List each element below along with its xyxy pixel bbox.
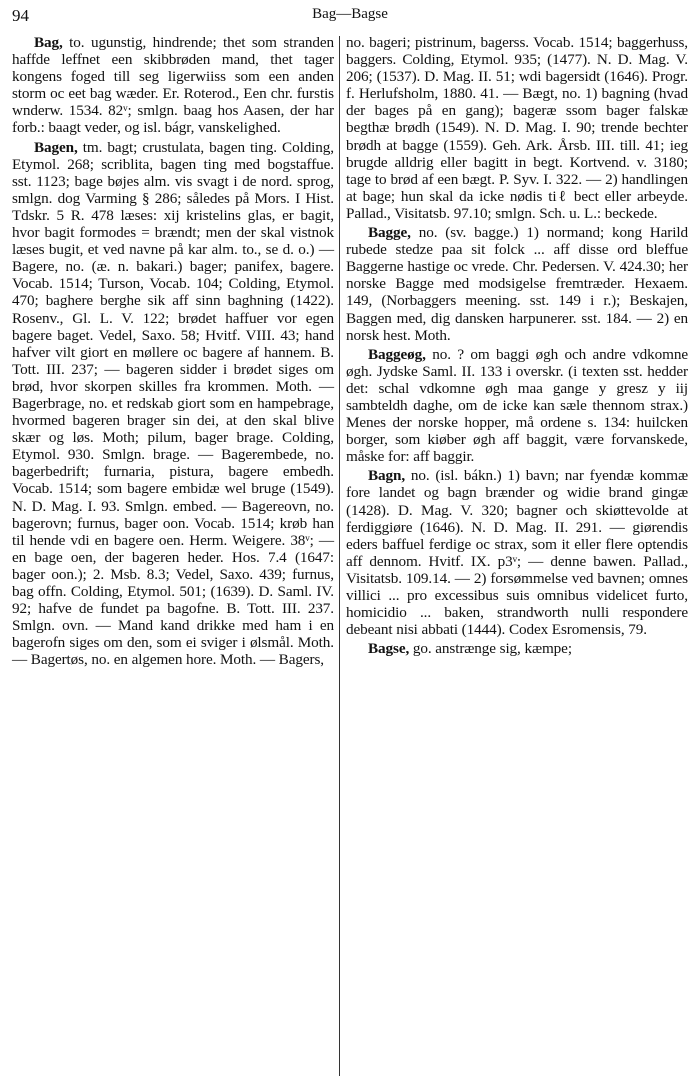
entry-headword: Bagn, [368, 467, 406, 485]
page-number: 94 [12, 6, 29, 25]
dictionary-entry [12, 34, 334, 137]
entry-headword: Bagen, [34, 138, 78, 156]
dictionary-entry-continued [346, 34, 688, 222]
entry-text: no. (sv. bagge.) 1) normand; kong Harild rubede stedze paa sit folck ... aff disse ord bleffue Baggerne hastige oc vrede. Chr. Pedersen. V. 424.30; her norske Bagge med modsigelse fremtræder. Hexaem. 149, (Norbaggers meening. sst. 149 i r.); Beskajen, Baggen med, dig dansken harpunerer. sst. 184. — 2) en norsk hest. Moth. [346, 224, 688, 344]
entry-text: to. ugunstig, hindrende; thet som stranden haffde leffnet een skibbrøden mand, thet tager kongens foged till seg ligerwiiss som een anden storm oc eet bag wæder. Er. Roterod., Een chr. furstis wnderw. 1534. 82ᵛ; smlgn. baag hos Aasen, der har forb.: baagt veder, og isl. bágr, vanskelighed. [12, 34, 334, 137]
entry-text: no. (isl. bákn.) 1) bavn; nar fyendæ kommæ fore landet og bagn brænder og widie brand gingæ (1428). D. Mag. V. 320; bagner och skiøttevolde at ferdiggiøre (1646). N. D. Mag. II. 291. — giørendis eders baffuel ferdige oc strax, som it eller flere optendis aff dennom. Hvitf. IX. p3ᵛ; — denne bawen. Pallad., Visitatsb. 109.14. — 2) forsømmelse ved bavnen; omnes villici ... pro excessibus suis omnibus videlicet furto, homicidio ... baken, strandworth nulli respondere debeant nisi abbati (1444). Codex Esromensis, 79. [346, 467, 688, 639]
entry-text: no. bageri; pistrinum, bagerss. Vocab. 1514; baggerhuss, baggers. Colding, Etymol. 935; (1477). N. D. Mag. V. 206; (1537). D. Mag. II. 51; wdi bagersidt (1646). Progr. f. Herlufsholm, 1880. 41. — Bægt, no. 1) bagning (hvad der bages på en gang); bageræ ssom bager falskæ begthæ brødh (1549). N. D. Mag. I. 90; trende bechter brødh at bagge (1559). Geh. Ark. Årsb. III. till. 41; ieg brugde alldrig eller bagitt in begt. Kortvend. v. 3180; tage to brød af een bægt. P. Syv. I. 322. — 2) handlingen at bage; hun skal da icke nødis tiℓ bect eller arbeyde. Pallad., Visitatsb. 97.10; smlgn. Sch. u. L.: beckede. [346, 34, 688, 222]
entry-headword: Bagse, [368, 640, 410, 658]
dictionary-entry [346, 346, 688, 466]
left-column [12, 34, 334, 670]
dictionary-entry [346, 467, 688, 638]
entry-text: go. anstrænge sig, kæmpe; [409, 640, 572, 658]
entry-headword: Bagge, [368, 224, 411, 242]
dictionary-entry [346, 640, 688, 657]
column-divider [339, 36, 340, 1076]
running-head: Bag—Bagse [312, 6, 388, 22]
entry-headword: Bag, [34, 34, 63, 51]
page-header [12, 6, 688, 28]
entry-headword: Baggeøg, [368, 345, 426, 363]
entry-text: no. ? om baggi øgh och andre vdkomne øgh. Jydske Saml. II. 133 i overskr. (i texten sst. hedder det: schal vdkomne øgh maa gange y gresz y iij sambteldh daghe, om de icke kan sæle thennom strax.) Menes der norske hopper, må ordene s. 134: huilcken borger, som kiøber øgh aff baggit, være forvanskede, måske for: aff baggir. [346, 345, 688, 466]
right-column [346, 34, 688, 659]
dictionary-entry [12, 139, 334, 669]
entry-text: tm. bagt; crustulata, bagen ting. Colding, Etymol. 268; scriblita, bagen ting med bogstaffue. sst. 1123; bage bøjes alm. vis svagt i de nord. sprog, smlgn. dog Varming § 286; således på Mors. I Hist. Tdskr. 5 R. 478 læses: xij kristelins glas, er bagit, hvor bagit formodes = brændt; men der skal vistnok læses bugit, et ved navne på kar alm. to., se d. o.) — Bagere, no. (æ. n. bakari.) bager; panifex, bagere. Vocab. 1514; Turson, Vocab. 104; Colding, Etymol. 470; baghere berghe sik aff sinn baghning (1422). Rosenv., Gl. L. V. 122; brødet haffuer vor egen bagere baget. Vedel, Saxo. 58; Hvitf. VIII. 43; hand hafver vilt giort en møllere oc bagere af hannem. B. Tott. III. 237; — bageren sidder i brødet siges om brød, hvor skorpen skilles fra krommen. Moth. — Bagerbrage, no. et redskab giort som en hampebrage, hvormed bageren brager sin dei, at den skal blive skær og løs. Moth; pilum, bager brage. Colding, Etymol. 930. Smlgn. brage. — Bagerembede, no. bagerbedrift; furnaria, pistura, bagere embedh. Vocab. 1514; som bagere embidæ wel bruge (1549). N. D. Mag. I. 93. Smlgn. embed. — Bagereovn, no. bagerovn; furnus, bager oon. Vocab. 1514; krøb han til hende vdi en bagere oen. Herm. Weigere. 38ᵛ; — en bage oen, der bageren heder. Hos. 7.4 (1647: bager oon.); 2. Msb. 8.3; Vedel, Saxo. 439; furnus, bag offn. Colding, Etymol. 501; (1639). D. Saml. IV. 92; hafve de fundet pa bagofne. B. Tott. III. 237. Smlgn. ovn. — Mand kand drikke med ham i en bagerofn siges om den, som ei sviger i ølsmål. Moth. — Bagertøs, no. en algemen hore. Moth. — Bagers, [12, 138, 334, 669]
dictionary-entry [346, 224, 688, 344]
